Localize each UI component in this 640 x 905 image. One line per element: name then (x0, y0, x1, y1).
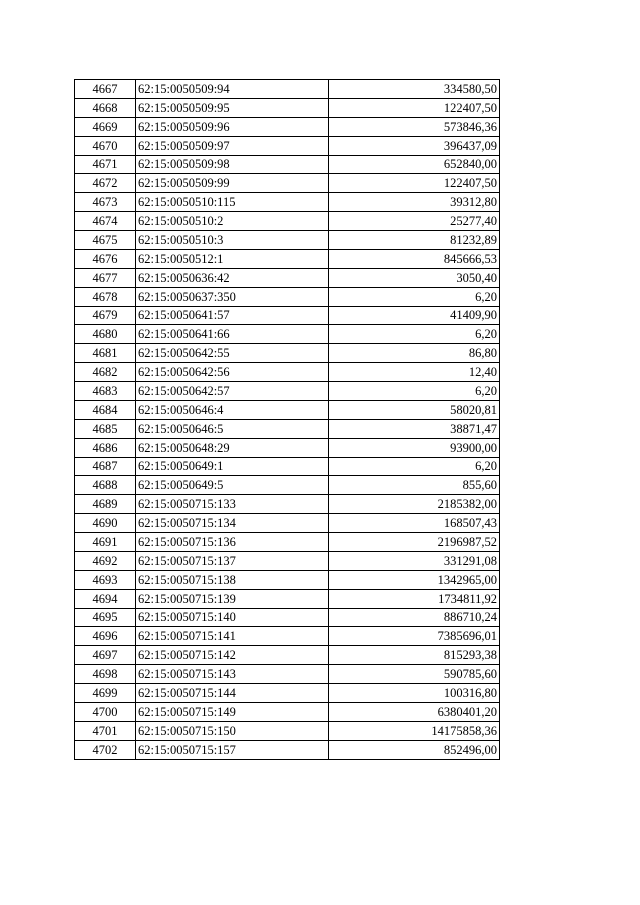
row-number-cell: 4694 (75, 589, 136, 608)
table-row (75, 551, 500, 570)
table-row (75, 495, 500, 514)
cadastral-number-cell: 62:15:0050637:350 (136, 287, 329, 306)
cadastral-value-cell: 3050,40 (329, 268, 500, 287)
table-row (75, 136, 500, 155)
cadastral-number-cell: 62:15:0050642:57 (136, 382, 329, 401)
cadastral-number-cell: 62:15:0050715:136 (136, 533, 329, 552)
cadastral-value-cell: 38871,47 (329, 419, 500, 438)
cadastral-value-cell: 39312,80 (329, 193, 500, 212)
cadastral-value-cell: 122407,50 (329, 174, 500, 193)
row-number-cell: 4674 (75, 212, 136, 231)
cadastral-value-cell: 855,60 (329, 476, 500, 495)
cadastral-number-cell: 62:15:0050648:29 (136, 438, 329, 457)
table-row (75, 438, 500, 457)
cadastral-number-cell: 62:15:0050715:137 (136, 551, 329, 570)
cadastral-number-cell: 62:15:0050646:4 (136, 400, 329, 419)
cadastral-number-cell: 62:15:0050715:133 (136, 495, 329, 514)
cadastral-number-cell: 62:15:0050512:1 (136, 249, 329, 268)
table-row (75, 155, 500, 174)
cadastral-number-cell: 62:15:0050715:144 (136, 684, 329, 703)
cadastral-number-cell: 62:15:0050636:42 (136, 268, 329, 287)
table-row (75, 268, 500, 287)
table-row (75, 533, 500, 552)
cadastral-number-cell: 62:15:0050646:5 (136, 419, 329, 438)
cadastral-value-cell: 7385696,01 (329, 627, 500, 646)
row-number-cell: 4688 (75, 476, 136, 495)
row-number-cell: 4701 (75, 721, 136, 740)
table-body (75, 80, 500, 760)
table-row (75, 740, 500, 759)
table-row (75, 684, 500, 703)
cadastral-value-cell: 1734811,92 (329, 589, 500, 608)
table-row (75, 325, 500, 344)
table-row (75, 608, 500, 627)
cadastral-number-cell: 62:15:0050649:1 (136, 457, 329, 476)
cadastral-value-cell: 168507,43 (329, 514, 500, 533)
cadastral-number-cell: 62:15:0050642:56 (136, 363, 329, 382)
cadastral-number-cell: 62:15:0050715:143 (136, 665, 329, 684)
cadastral-value-cell: 2185382,00 (329, 495, 500, 514)
cadastral-number-cell: 62:15:0050642:55 (136, 344, 329, 363)
row-number-cell: 4678 (75, 287, 136, 306)
row-number-cell: 4672 (75, 174, 136, 193)
cadastral-value-cell: 6380401,20 (329, 702, 500, 721)
cadastral-number-cell: 62:15:0050715:138 (136, 570, 329, 589)
cadastral-value-cell: 6,20 (329, 325, 500, 344)
cadastral-value-cell: 396437,09 (329, 136, 500, 155)
row-number-cell: 4686 (75, 438, 136, 457)
cadastral-value-cell: 886710,24 (329, 608, 500, 627)
cadastral-value-cell: 590785,60 (329, 665, 500, 684)
row-number-cell: 4700 (75, 702, 136, 721)
row-number-cell: 4680 (75, 325, 136, 344)
table-row (75, 306, 500, 325)
table-row (75, 363, 500, 382)
cadastral-number-cell: 62:15:0050509:95 (136, 98, 329, 117)
cadastral-number-cell: 62:15:0050641:57 (136, 306, 329, 325)
table-row (75, 702, 500, 721)
cadastral-number-cell: 62:15:0050715:142 (136, 646, 329, 665)
row-number-cell: 4696 (75, 627, 136, 646)
row-number-cell: 4676 (75, 249, 136, 268)
cadastral-value-cell: 573846,36 (329, 117, 500, 136)
cadastral-number-cell: 62:15:0050510:2 (136, 212, 329, 231)
row-number-cell: 4691 (75, 533, 136, 552)
cadastral-value-cell: 815293,38 (329, 646, 500, 665)
cadastral-value-cell: 81232,89 (329, 231, 500, 250)
table-row (75, 476, 500, 495)
cadastral-value-cell: 1342965,00 (329, 570, 500, 589)
row-number-cell: 4681 (75, 344, 136, 363)
cadastral-number-cell: 62:15:0050641:66 (136, 325, 329, 344)
cadastral-value-cell: 14175858,36 (329, 721, 500, 740)
row-number-cell: 4669 (75, 117, 136, 136)
cadastral-number-cell: 62:15:0050715:149 (136, 702, 329, 721)
row-number-cell: 4690 (75, 514, 136, 533)
table-row (75, 212, 500, 231)
row-number-cell: 4682 (75, 363, 136, 382)
row-number-cell: 4684 (75, 400, 136, 419)
row-number-cell: 4692 (75, 551, 136, 570)
table-row (75, 231, 500, 250)
table-row (75, 174, 500, 193)
cadastral-number-cell: 62:15:0050509:94 (136, 80, 329, 99)
table-row (75, 721, 500, 740)
cadastral-number-cell: 62:15:0050509:96 (136, 117, 329, 136)
cadastral-value-table (74, 79, 500, 760)
row-number-cell: 4685 (75, 419, 136, 438)
row-number-cell: 4677 (75, 268, 136, 287)
row-number-cell: 4698 (75, 665, 136, 684)
cadastral-number-cell: 62:15:0050715:157 (136, 740, 329, 759)
table-row (75, 589, 500, 608)
cadastral-value-cell: 6,20 (329, 457, 500, 476)
row-number-cell: 4667 (75, 80, 136, 99)
cadastral-value-cell: 41409,90 (329, 306, 500, 325)
cadastral-value-cell: 2196987,52 (329, 533, 500, 552)
cadastral-number-cell: 62:15:0050715:141 (136, 627, 329, 646)
row-number-cell: 4668 (75, 98, 136, 117)
row-number-cell: 4673 (75, 193, 136, 212)
cadastral-value-cell: 25277,40 (329, 212, 500, 231)
cadastral-number-cell: 62:15:0050715:134 (136, 514, 329, 533)
table-row (75, 665, 500, 684)
cadastral-value-cell: 86,80 (329, 344, 500, 363)
row-number-cell: 4693 (75, 570, 136, 589)
cadastral-number-cell: 62:15:0050715:139 (136, 589, 329, 608)
cadastral-number-cell: 62:15:0050509:97 (136, 136, 329, 155)
row-number-cell: 4702 (75, 740, 136, 759)
cadastral-value-cell: 652840,00 (329, 155, 500, 174)
table-row (75, 627, 500, 646)
cadastral-value-cell: 122407,50 (329, 98, 500, 117)
cadastral-value-cell: 93900,00 (329, 438, 500, 457)
row-number-cell: 4675 (75, 231, 136, 250)
cadastral-value-cell: 12,40 (329, 363, 500, 382)
table-row (75, 98, 500, 117)
table-row (75, 117, 500, 136)
table-row (75, 249, 500, 268)
cadastral-value-cell: 6,20 (329, 382, 500, 401)
cadastral-number-cell: 62:15:0050715:150 (136, 721, 329, 740)
table-row (75, 570, 500, 589)
cadastral-value-cell: 100316,80 (329, 684, 500, 703)
cadastral-number-cell: 62:15:0050715:140 (136, 608, 329, 627)
table-row (75, 457, 500, 476)
cadastral-number-cell: 62:15:0050509:98 (136, 155, 329, 174)
row-number-cell: 4670 (75, 136, 136, 155)
table-row (75, 646, 500, 665)
table-row (75, 344, 500, 363)
table-row (75, 382, 500, 401)
cadastral-value-cell: 6,20 (329, 287, 500, 306)
cadastral-value-cell: 845666,53 (329, 249, 500, 268)
cadastral-number-cell: 62:15:0050649:5 (136, 476, 329, 495)
cadastral-number-cell: 62:15:0050510:115 (136, 193, 329, 212)
row-number-cell: 4671 (75, 155, 136, 174)
row-number-cell: 4679 (75, 306, 136, 325)
cadastral-value-cell: 331291,08 (329, 551, 500, 570)
cadastral-number-cell: 62:15:0050510:3 (136, 231, 329, 250)
cadastral-value-cell: 58020,81 (329, 400, 500, 419)
row-number-cell: 4689 (75, 495, 136, 514)
table-row (75, 514, 500, 533)
cadastral-number-cell: 62:15:0050509:99 (136, 174, 329, 193)
cadastral-value-cell: 852496,00 (329, 740, 500, 759)
row-number-cell: 4683 (75, 382, 136, 401)
row-number-cell: 4695 (75, 608, 136, 627)
table-row (75, 287, 500, 306)
row-number-cell: 4697 (75, 646, 136, 665)
table-row (75, 193, 500, 212)
row-number-cell: 4699 (75, 684, 136, 703)
table-row (75, 80, 500, 99)
table-row (75, 419, 500, 438)
row-number-cell: 4687 (75, 457, 136, 476)
cadastral-value-cell: 334580,50 (329, 80, 500, 99)
table-row (75, 400, 500, 419)
